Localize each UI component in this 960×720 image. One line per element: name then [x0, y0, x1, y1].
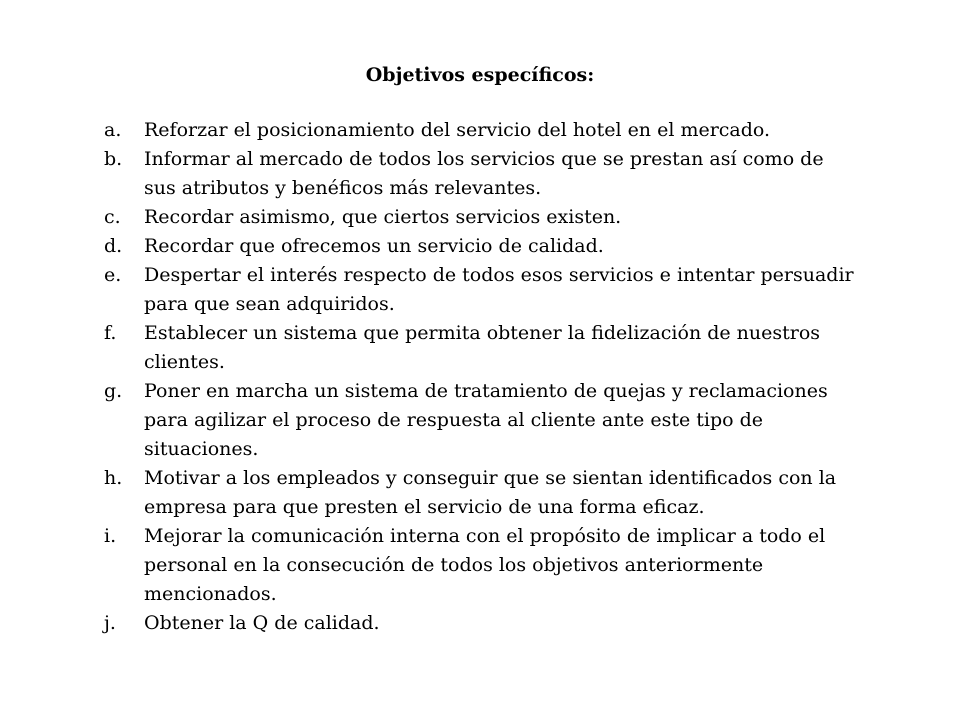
- list-marker: c.: [104, 206, 121, 228]
- list-item-text: Obtener la Q de calidad.: [144, 612, 380, 634]
- list-item-text: Mejorar la comunicación interna con el propósito de implicar a todo el personal en la consecución de todos los objetivos anteriormente mencionados.: [144, 525, 826, 605]
- list-item: [104, 464, 924, 522]
- objectives-list: [104, 116, 924, 638]
- list-item: [104, 377, 924, 464]
- list-marker: i.: [104, 525, 117, 547]
- slide-title: Objetivos específicos:: [365, 64, 595, 86]
- list-marker: f.: [104, 322, 117, 344]
- list-item: [104, 522, 924, 609]
- list-item-text: Poner en marcha un sistema de tratamiento de quejas y reclamaciones para agilizar el proceso de respuesta al cliente ante este tipo de situaciones.: [144, 380, 828, 460]
- list-marker: h.: [104, 467, 123, 489]
- list-item-text: Establecer un sistema que permita obtener la fidelización de nuestros clientes.: [144, 322, 821, 373]
- list-marker: d.: [104, 235, 123, 257]
- list-item: [104, 145, 924, 203]
- list-item-text: Informar al mercado de todos los servicios que se prestan así como de sus atributos y benéficos más relevantes.: [144, 148, 824, 199]
- list-marker: a.: [104, 119, 122, 141]
- list-item: [104, 232, 924, 261]
- list-item: [104, 319, 924, 377]
- list-marker: e.: [104, 264, 122, 286]
- list-item: [104, 116, 924, 145]
- list-item-text: Recordar asimismo, que ciertos servicios existen.: [144, 206, 622, 228]
- list-item-text: Reforzar el posicionamiento del servicio del hotel en el mercado.: [144, 119, 771, 141]
- list-marker: g.: [104, 380, 123, 402]
- list-item: [104, 203, 924, 232]
- list-item: [104, 261, 924, 319]
- list-item-text: Despertar el interés respecto de todos esos servicios e intentar persuadir para que sean adquiridos.: [144, 264, 854, 315]
- list-item-text: Recordar que ofrecemos un servicio de calidad.: [144, 235, 604, 257]
- list-item: [104, 609, 924, 638]
- list-marker: b.: [104, 148, 123, 170]
- list-marker: j.: [104, 612, 116, 634]
- list-item-text: Motivar a los empleados y conseguir que se sientan identificados con la empresa para que presten el servicio de una forma eficaz.: [144, 467, 837, 518]
